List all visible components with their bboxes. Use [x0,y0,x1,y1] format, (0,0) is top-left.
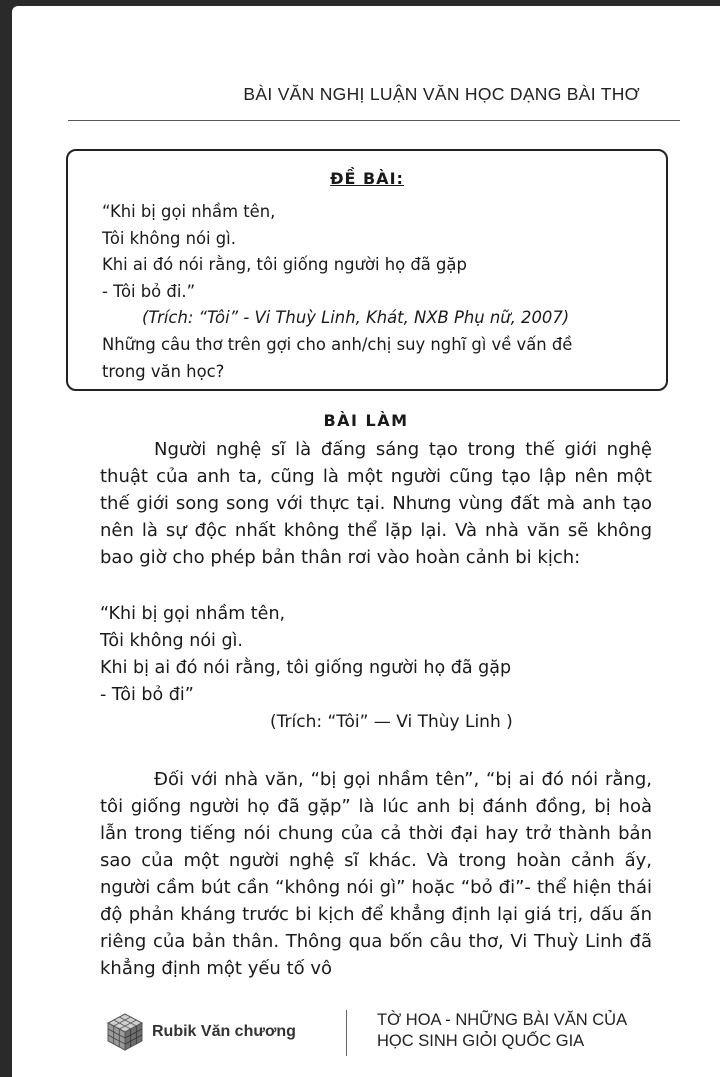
footer-logo [104,1011,296,1053]
prompt-question-line: Những câu thơ trên gợi cho anh/chị suy nghĩ gì về vấn đề [102,334,573,354]
poem-line: Tôi không nói gì. [102,228,236,248]
poem-line: “Khi bị gọi nhầm tên, [102,202,276,221]
essay-paragraph: Đối với nhà văn, “bị gọi nhầm tên”, “bị ai đó nói rằng, tôi giống người họ đã gặp” là lúc anh bị đánh đồng, bị hoà lẫn trong tiếng nói chung của cả thời đại hay trở thành bản sao của một người nghệ sĩ khác. Và trong hoàn cảnh ấy, người cầm bút cần “không nói gì” hoặc “bỏ đi”- thể hiện thái độ phản kháng trước bi kịch để khẳng định lại giá trị, dấu ấn riêng của bản thân. Thông qua bốn câu thơ, Vi Thuỳ Linh đã khẳng định một yếu tố vô [100,769,652,979]
brand-name: Rubik Văn chương [152,1023,296,1040]
book-title-line: TỜ HOA - NHỮNG BÀI VĂN CỦA [377,1011,628,1029]
quote-line: Khi bị ai đó nói rằng, tôi giống người họ đã gặp [100,658,512,678]
prompt-box [66,149,668,391]
poem-line: - Tôi bỏ đi.” [102,281,196,301]
book-title [377,1010,627,1052]
prompt-title: ĐỀ BÀI: [330,169,404,188]
rubik-cube-icon [104,1011,146,1053]
essay-quote [100,601,511,709]
book-title-line: HỌC SINH GIỎI QUỐC GIA [377,1032,585,1050]
quote-line: - Tôi bỏ đi” [100,685,194,705]
prompt-citation: (Trích: “Tôi” - Vi Thuỳ Linh, Khát, NXB Phụ nữ, 2007) [142,308,570,328]
header-divider [68,120,680,121]
essay-paragraph: Người nghệ sĩ là đấng sáng tạo trong thế giới nghệ thuật của anh ta, cũng là một người cũng tạo lập nên một thế giới song song với thực tại. Nhưng vùng đất mà anh tạo nên là sự độc nhất không thể lặp lại. Và nhà văn sẽ không bao giờ cho phép bản thân rơi vào hoàn cảnh bi kịch: [100,439,652,568]
quote-line: Tôi không nói gì. [100,631,243,651]
quote-line: “Khi bị gọi nhầm tên, [100,604,286,624]
quote-citation: (Trích: “Tôi” — Vi Thùy Linh ) [270,712,513,732]
essay-title: BÀI LÀM [323,411,409,430]
footer-divider [346,1010,347,1056]
running-header: BÀI VĂN NGHỊ LUẬN VĂN HỌC DẠNG BÀI THƠ [243,84,640,104]
poem-line: Khi ai đó nói rằng, tôi giống người họ đã gặp [102,255,467,275]
book-page [12,6,720,1077]
prompt-question-line: trong văn học? [102,361,225,381]
prompt-poem [102,199,572,385]
